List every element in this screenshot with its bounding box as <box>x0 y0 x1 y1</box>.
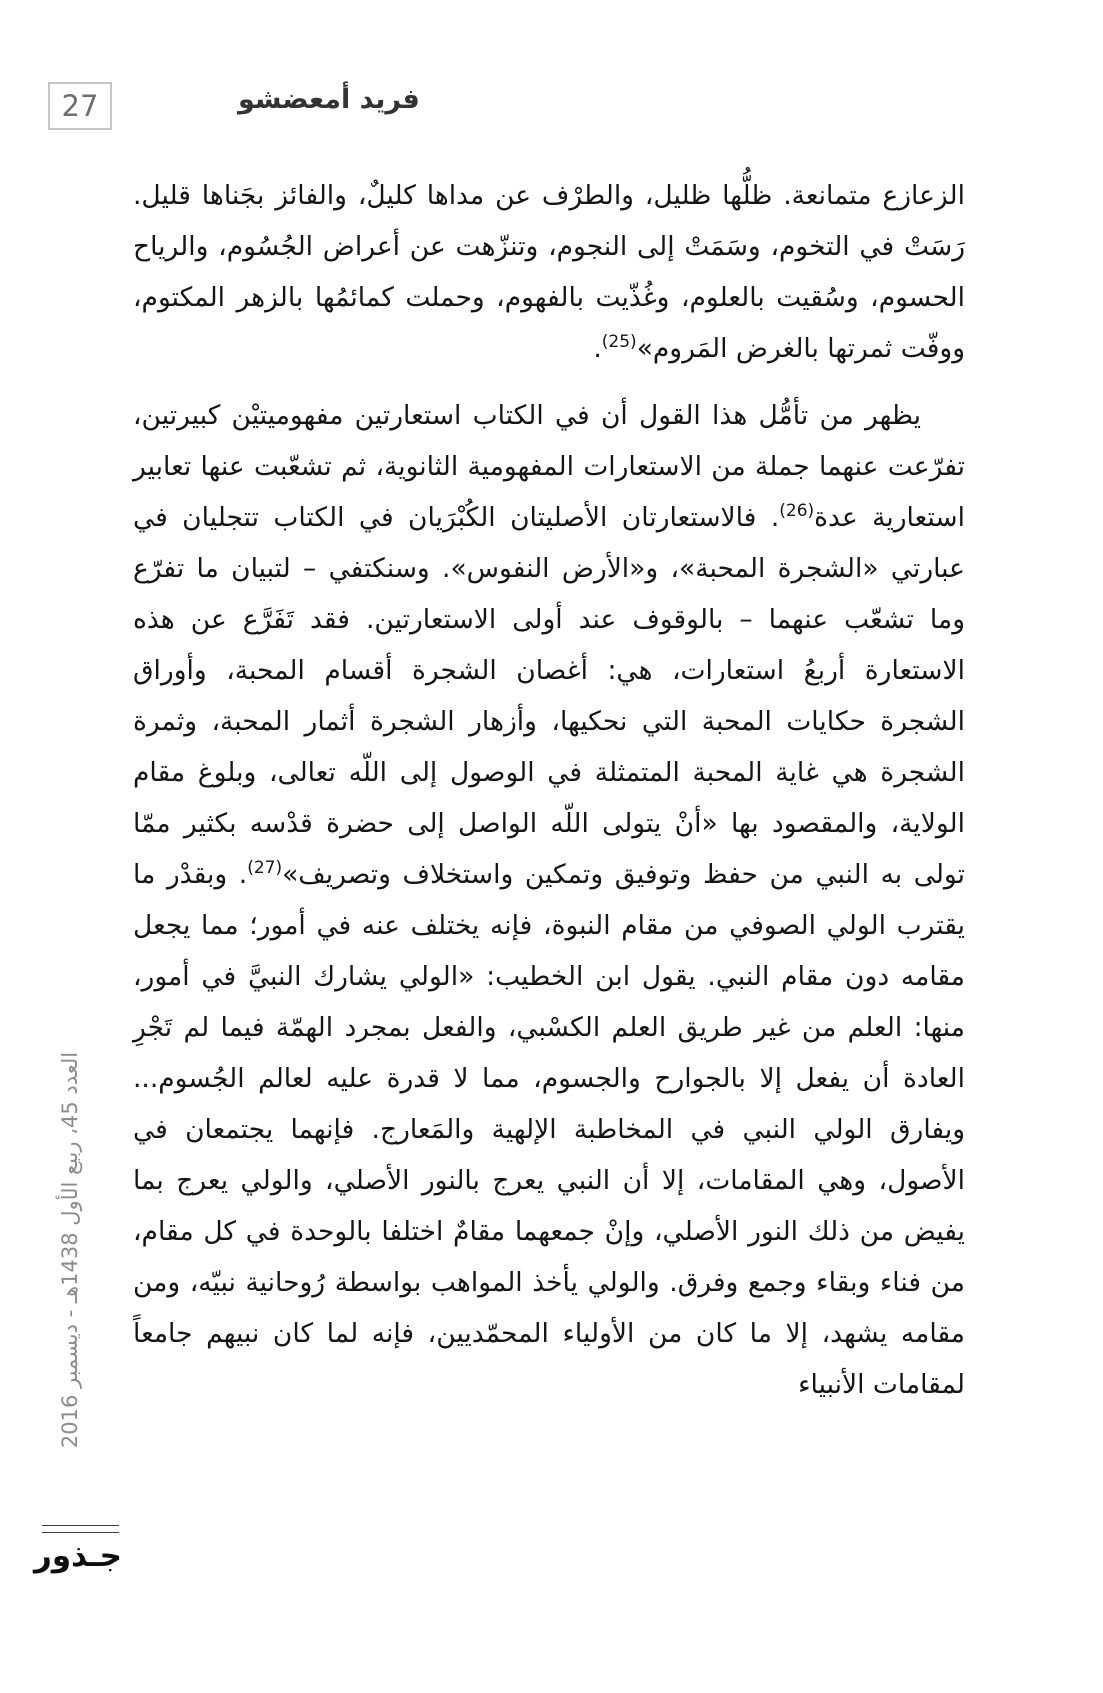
text-run: . وبقدْر ما يقترب الولي الصوفي من مقام النبوة، فإنه يختلف عنه في أمور؛ مما يجعل مقامه دون مقام النبي. يقول ابن الخطيب: «الولي يشارك النبيَّ في أمور، منها: العلم من غير طريق العلم الكسْبي، والفعل بمجرد الهمّة فيما لم تَجْرِ العادة أن يفعل إلا بالجوارح والجسوم، مما لا قدرة عليه لعالم الجُسوم... ويفارق الولي النبي في المخاطبة الإلهية والمَعارج. فإنهما يجتمعان في الأصول، وهي المقامات، إلا أن النبي يعرج بالنور الأصلي، والولي يعرج بما يفيض من ذلك النور الأصلي، وإنْ جمعهما مقامٌ اختلفا بالوحدة في كل مقام، من فناء وبقاء وجمع وفرق. والولي يأخذ المواهب بواسطة رُوحانية نبيّه، ومن مقامه يشهد، إلا ما كان من الأولياء المحمّديين، فإنه لما كان نبيهم جامعاً لمقامات الأنبياء <box>133 859 965 1400</box>
text-run: الزعازع متمانعة. ظلُّها ظليل، والطرْف عن مداها كليلٌ، والفائز بجَناها قليل. رَسَتْ في التخوم، وسَمَتْ إلى النجوم، وتنزّهت عن أعراض الجُسُوم، والرياح الحسوم، وسُقيت بالعلوم، وغُذّيت بالفهوم، وحملت كمائمُها بالزهر المكتوم، ووفّت ثمرتها بالغرض المَروم» <box>133 180 965 364</box>
page-number-badge <box>48 82 112 130</box>
issue-info-vertical: العدد 45، ربيع الأول 1438هـ - ديسمبر 2016 <box>58 1051 82 1449</box>
text-run: . <box>593 333 602 364</box>
author-name: فريد أمعضشو <box>238 84 420 115</box>
footnote-ref: (26) <box>779 501 815 522</box>
text-run: يظهر من تأمُّل هذا القول أن في الكتاب استعارتين مفهوميتيْن كبيرتين، تفرّعت عنهما جملة من الاستعارات المفهومية الثانوية، ثم تشعّبت عنها تعابير استعارية عدة <box>133 400 965 533</box>
paragraph <box>133 170 965 374</box>
page-number: 27 <box>61 89 99 123</box>
footnote-ref: (27) <box>247 858 283 879</box>
paragraph <box>133 390 965 1410</box>
divider-double-rule <box>42 1525 119 1533</box>
text-run: . فالاستعارتان الأصليتان الكُبْرَيان في الكتاب تتجليان في عبارتي «الشجرة المحبة»، و«الأرض النفوس». وسنكتفي – لتبيان ما تفرّع وما تشعّب عنهما – بالوقوف عند أولى الاستعارتين. فقد تَفَرَّع عن هذه الاستعارة أربعُ استعارات، هي: أغصان الشجرة أقسام المحبة، وأوراق الشجرة حكايات المحبة التي نحكيها، وأزهار الشجرة أثمار المحبة، وثمرة الشجرة هي غاية المحبة المتمثلة في الوصول إلى اللّه تعالى، وبلوغ مقام الولاية، والمقصود بها «أنْ يتولى اللّه الواصل إلى حضرة قدْسه بكثير ممّا تولى به النبي من حفظ وتوفيق وتمكين واستخلاف وتصريف» <box>133 502 965 890</box>
journal-logo: جـذور <box>34 1538 122 1574</box>
footnote-ref: (25) <box>601 332 637 353</box>
body-text <box>133 170 965 1410</box>
